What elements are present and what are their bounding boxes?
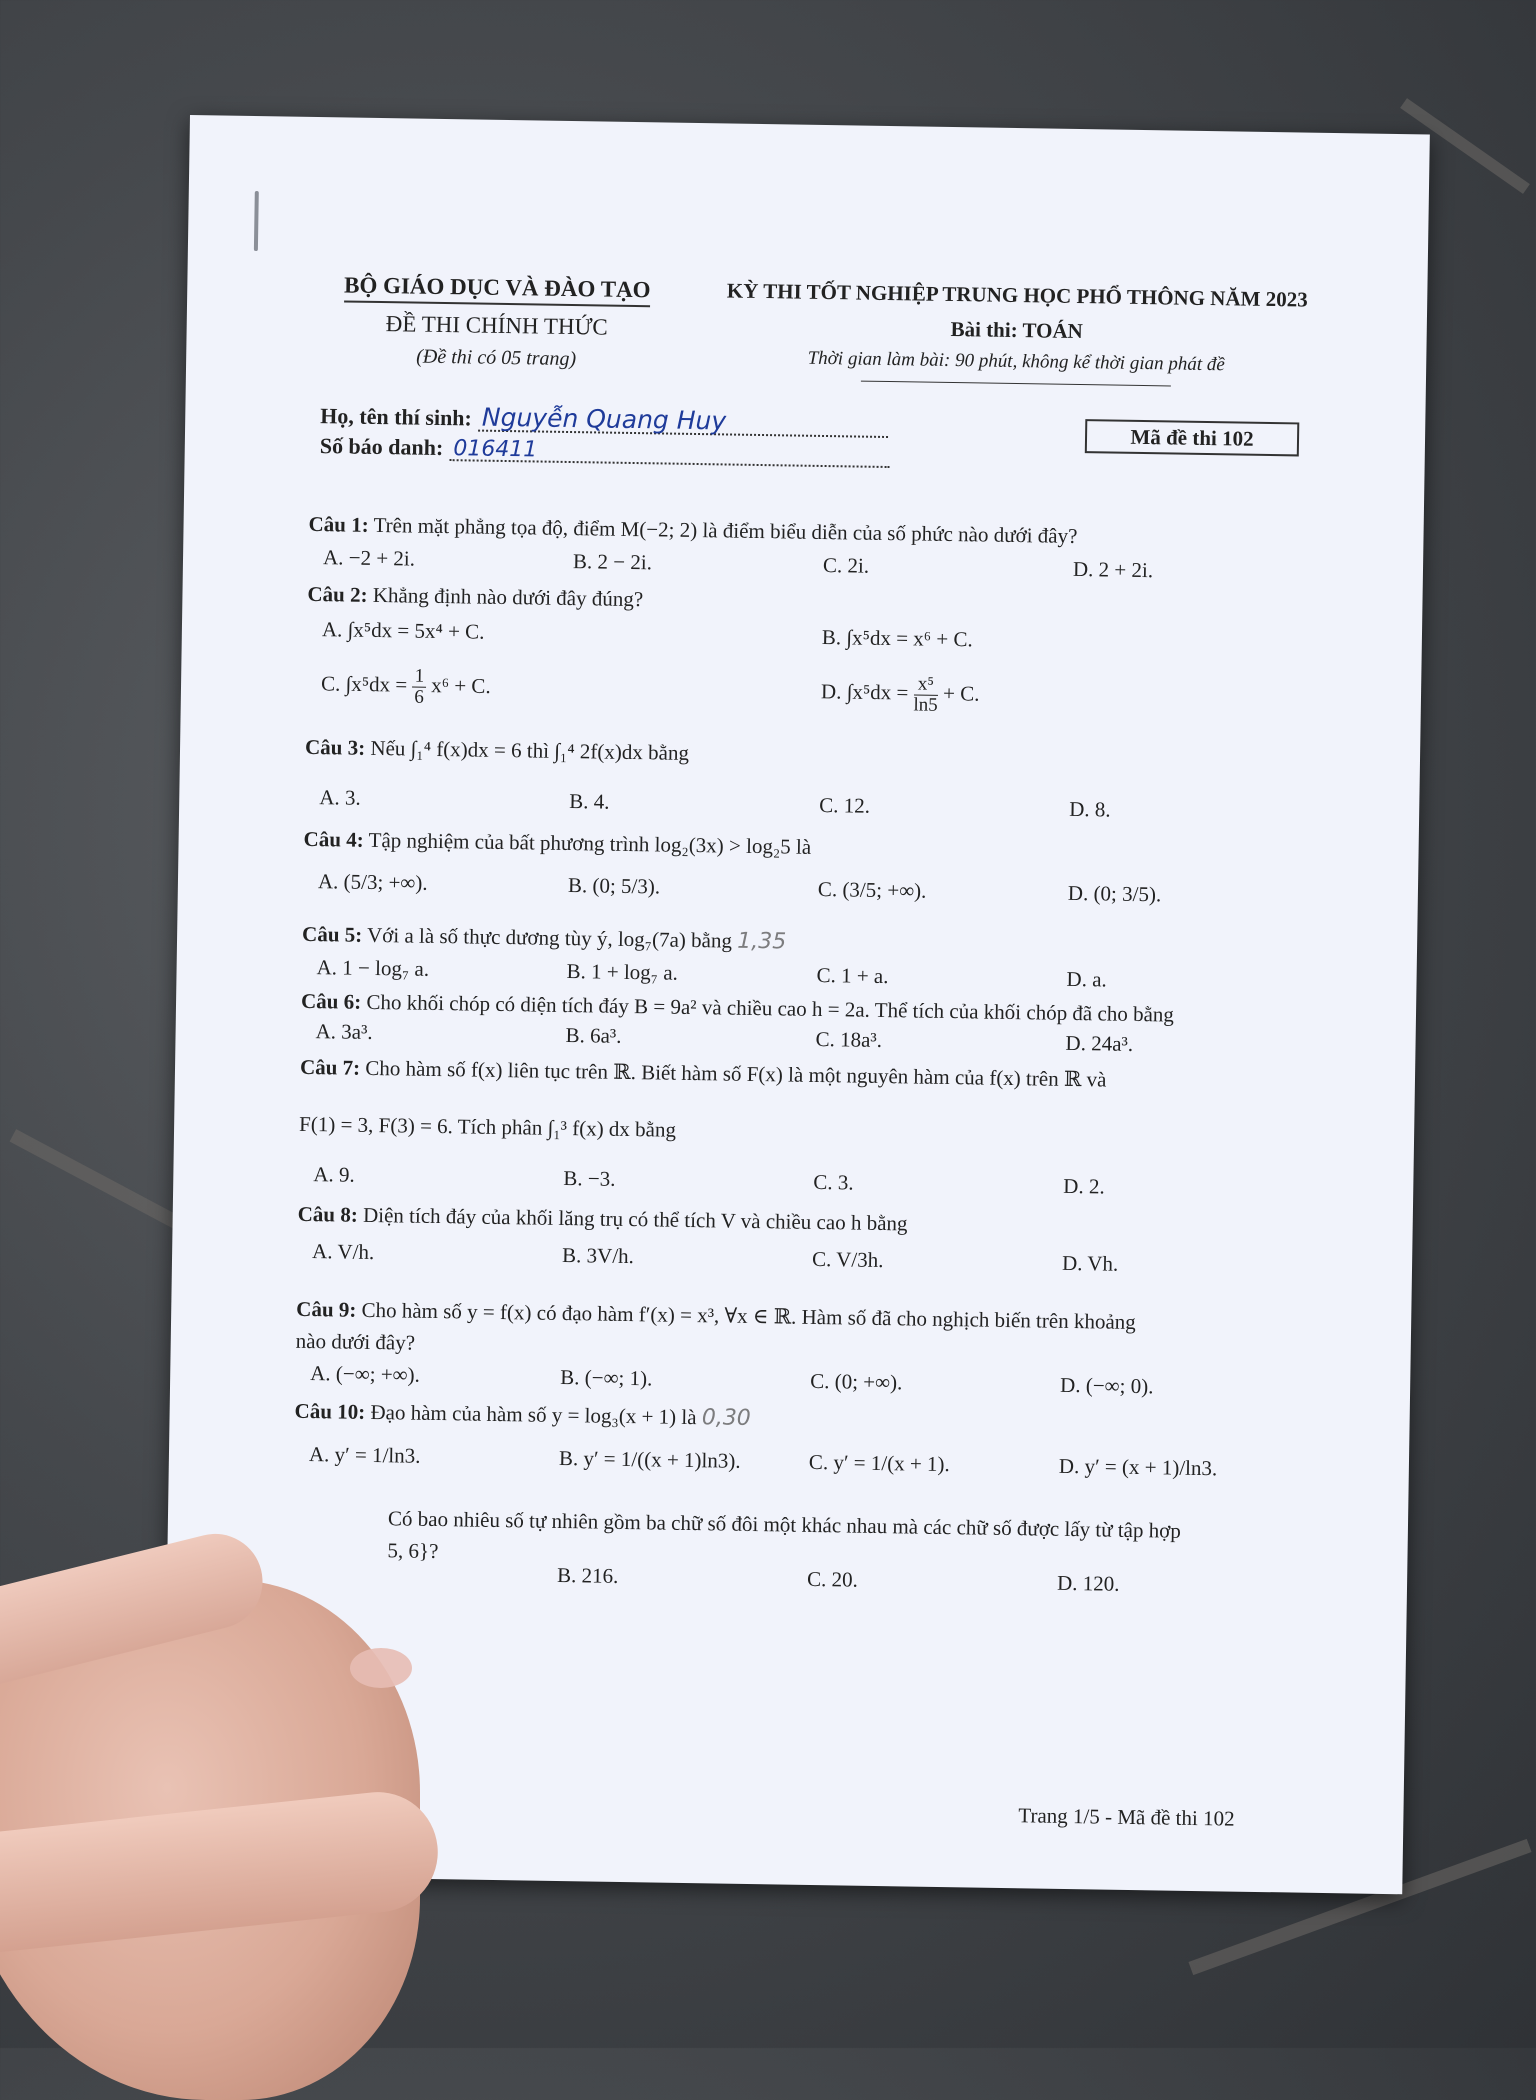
option-a: A. −2 + 2i. [322,545,416,571]
question-number: Câu 8: [297,1201,359,1227]
question-number: Câu 10: [294,1398,366,1424]
ministry-name: BỘ GIÁO DỤC VÀ ĐÀO TẠO [344,272,651,307]
option-c: C. y′ = 1/(x + 1). [808,1449,950,1477]
option-b: B. ∫x⁵dx = x⁶ + C. [821,624,973,652]
question-9-line2 [296,1329,416,1356]
option-d: D. 2. [1063,1173,1105,1199]
option-a: A. (5/3; +∞). [317,869,428,895]
option-b: B. 3V/h. [561,1242,635,1269]
question-text: Nếu ∫₁⁴ f(x)dx = 6 thì ∫₁⁴ 2f(x)dx bằng [370,735,690,765]
option-c: C. (0; +∞). [810,1368,903,1395]
header-rule [861,381,1171,387]
question-7-options [313,1162,1304,1199]
option-b: B. y′ = 1/((x + 1)ln3). [558,1445,741,1473]
option-a: A. 9. [313,1162,355,1187]
question-number: Câu 7: [299,1054,361,1080]
option-c: C. 12. [819,792,871,818]
option-b: B. 216. [556,1562,619,1588]
exam-time: Thời gian làm bài: 90 phút, không kể thời gian phát đề [807,347,1225,376]
page-count: (Đề thi có 05 trang) [416,345,577,371]
option-c: C. 20. [806,1566,859,1592]
option-d: D. 2 + 2i. [1072,556,1154,583]
question-text: nào dưới đây? [295,1328,416,1355]
question-1-options [322,545,1313,583]
question-number: Câu 4: [303,826,364,852]
exam-code-box: Mã đề thi 102 [1085,419,1300,456]
option-d: D. 8. [1069,796,1111,822]
option-d: D. y′ = (x + 1)/ln3. [1058,1453,1218,1481]
option-c: C. 3. [813,1169,854,1195]
question-10-options [308,1442,1299,1481]
question-number: Câu 2: [307,581,368,607]
question-9 [296,1297,1136,1335]
handwritten-id: 016411 [453,436,538,463]
option-a: A. 3. [319,785,361,810]
question-11 [388,1506,1181,1543]
question-text: Trên mặt phẳng tọa độ, điểm M(−2; 2) là điểm biểu diễn của số phức nào dưới đây? [373,512,1078,548]
option-a: A. y′ = 1/ln3. [308,1442,421,1468]
exam-title: KỲ THI TỐT NGHIỆP TRUNG HỌC PHỔ THÔNG NĂM 2023 [726,278,1308,312]
option-a: A. V/h. [311,1239,375,1265]
question-3-options [319,785,1309,822]
question-2-options [320,617,1312,743]
question-number: Câu 5: [301,921,363,947]
option-d: D. Vh. [1061,1250,1119,1276]
option-a: A. ∫x⁵dx = 5x⁴ + C. [321,617,485,644]
option-d: D. a. [1066,966,1107,992]
question-4-options [317,869,1308,907]
question-6 [301,989,1174,1028]
option-d: D. ∫x⁵dx = $\frac{\text{x⁵}}{\ln 5}$ + C. [820,673,980,716]
option-d: D. 24a³. [1065,1030,1134,1056]
pencil-note: 0,30 [701,1405,751,1431]
question-text: Tập nghiệm của bất phương trình log₂(3x) > log₂5 là [368,827,812,859]
question-number: Câu 1: [308,511,369,537]
option-b: B. 1 + log₇ a. [566,959,679,985]
question-4 [303,827,811,860]
question-7 [300,1055,1107,1093]
question-text: Với a là số thực dương tùy ý, log₇(7a) bằng [366,922,733,953]
option-b: B. (0; 5/3). [567,873,661,899]
question-11-options [307,1559,1297,1596]
option-c: C. 18a³. [815,1026,883,1052]
question-text: Cho hàm số y = f(x) có đạo hàm f′(x) = x³, ∀x ∈ ℝ. Hàm số đã cho nghịch biến trên khoảng [361,1297,1136,1335]
id-field [449,436,889,468]
option-b: B. 4. [569,789,610,814]
question-number: Câu 9: [296,1296,357,1322]
question-text: Đạo hàm của hàm số y = log₃(x + 1) là [370,1399,697,1430]
question-text: Cho hàm số f(x) liên tục trên ℝ. Biết hàm số F(x) là một nguyên hàm của f(x) trên ℝ và [365,1055,1107,1092]
exam-paper [162,115,1429,1894]
question-8-options [311,1239,1302,1276]
question-text: Cho khối chóp có diện tích đáy B = 9a² và chiều cao h = 2a. Thể tích của khối chóp đã cho bằng [366,989,1175,1027]
option-c: C. 1 + a. [816,962,889,989]
question-10 [294,1399,751,1431]
question-5 [302,922,786,955]
option-d: D. (0; 3/5). [1067,880,1162,907]
question-text: Khẳng định nào dưới đây đúng? [372,582,644,612]
question-1 [308,512,1077,549]
option-c: C. (3/5; +∞). [817,876,927,903]
header-left [336,272,657,372]
option-c: C. 2i. [822,552,870,578]
question-text: F(1) = 3, F(3) = 6. Tích phân ∫₁³ f(x) dx bằng [298,1111,677,1142]
option-b: B. −3. [563,1165,616,1191]
staple [254,191,259,251]
option-a: A. 1 − log₇ a. [316,955,430,981]
question-7-line2 [299,1112,676,1143]
exam-subject: Bài thi: TOÁN [950,316,1084,344]
question-text: Diện tích đáy của khối lăng trụ có thể tích V và chiều cao h bằng [362,1202,908,1236]
question-3 [305,735,689,766]
question-8 [298,1202,908,1237]
candidate-info [320,399,890,468]
option-b: B. 6a³. [565,1023,622,1048]
option-a: A. (−∞; +∞). [310,1361,421,1387]
option-d: D. 120. [1056,1570,1120,1596]
question-11-line2 [387,1538,438,1564]
question-9-options [310,1361,1300,1399]
question-text: 5, 6}? [387,1538,439,1564]
option-a: A. 3a³. [315,1019,373,1044]
fingernail [350,1648,412,1688]
option-d: D. (−∞; 0). [1059,1372,1154,1399]
question-5-options [316,955,1307,992]
id-label: Số báo danh: [319,433,444,461]
option-c: C. ∫x⁵dx = $\frac{1}{6}$ x⁶ + C. [320,665,491,708]
option-b: B. 2 − 2i. [572,549,653,575]
question-number: Câu 3: [304,734,366,760]
official-label: ĐỀ THI CHÍNH THỨC [385,311,608,340]
option-b: B. (−∞; 1). [560,1364,653,1391]
question-number: Câu 6: [300,988,362,1014]
option-c: C. V/3h. [811,1246,884,1273]
name-label: Họ, tên thí sinh: [320,403,473,431]
question-text: Có bao nhiêu số tự nhiên gồm ba chữ số đôi một khác nhau mà các chữ số được lấy từ tập hợp [387,1506,1182,1543]
handwritten-name: Nguyễn Quang Huy [481,402,727,436]
question-2 [307,582,643,612]
page-footer: Trang 1/5 - Mã đề thi 102 [1018,1803,1235,1831]
pencil-note: 1,35 [737,928,787,955]
header-right [706,278,1328,389]
